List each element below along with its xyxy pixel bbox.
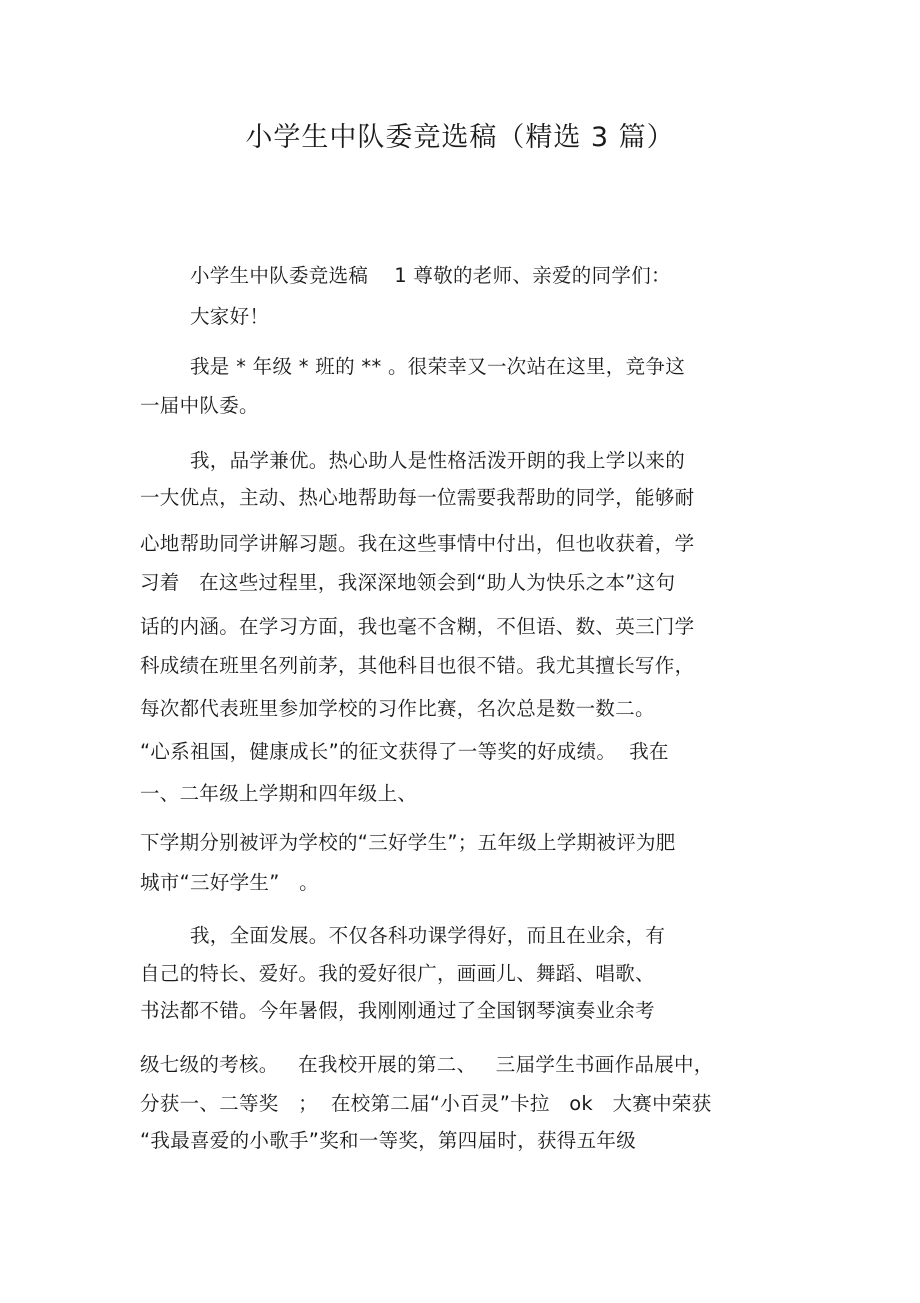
- text-line: 级七级的考核。 在我校开展的第二、 三届学生书画作品展中，: [140, 1053, 714, 1076]
- text-line: 科成绩在班里名列前茅，其他科目也很不错。我尤其擅长写作，: [140, 654, 695, 677]
- text-line: “心系祖国，健康成长”的征文获得了一等奖的好成绩。 我在: [140, 740, 669, 763]
- text-line: 每次都代表班里参加学校的习作比赛，名次总是数一数二。: [140, 697, 655, 720]
- text-line: 习着 在这些过程里，我深深地领会到“助人为快乐之本”这句: [140, 571, 676, 594]
- text-line: 大家好！: [190, 305, 270, 328]
- text-line: 心地帮助同学讲解习题。我在这些事情中付出，但也收获着，学: [140, 532, 695, 555]
- text-line: 我，全面发展。不仅各科功课学得好，而且在业余，有: [190, 924, 666, 947]
- text-line: 一大优点，主动、热心地帮助每一位需要我帮助的同学，能够耐: [140, 486, 695, 509]
- text-line: 城市“三好学生” 。: [140, 871, 319, 894]
- text-line: 分获一、二等奖 ； 在校第二届“小百灵”卡拉 ok 大赛中荣获: [140, 1092, 712, 1115]
- text-line: 一届中队委。: [140, 394, 259, 417]
- text-line: 自己的特长、爱好。我的爱好很广，画画儿、舞蹈、唱歌、: [140, 962, 655, 985]
- text-line: 一、二年级上学期和四年级上、: [140, 782, 418, 805]
- text-line: “我最喜爱的小歌手”奖和一等奖，第四届时，获得五年级: [140, 1129, 637, 1152]
- document-title: 小学生中队委竞选稿（精选 3 篇）: [245, 122, 675, 153]
- text-line: 我是 * 年级 * 班的 ** 。很荣幸又一次站在这里，竞争这: [190, 355, 685, 378]
- text-line: 话的内涵。在学习方面，我也毫不含糊，不但语、数、英三门学: [140, 615, 695, 638]
- text-line: 小学生中队委竞选稿 1 尊敬的老师、亲爱的同学们：: [190, 264, 671, 287]
- text-line: 书法都不错。今年暑假，我刚刚通过了全国钢琴演奏业余考: [140, 999, 655, 1022]
- text-line: 我，品学兼优。热心助人是性格活泼开朗的我上学以来的: [190, 449, 686, 472]
- text-line: 下学期分别被评为学校的“三好学生”；五年级上学期被评为肥: [140, 831, 676, 854]
